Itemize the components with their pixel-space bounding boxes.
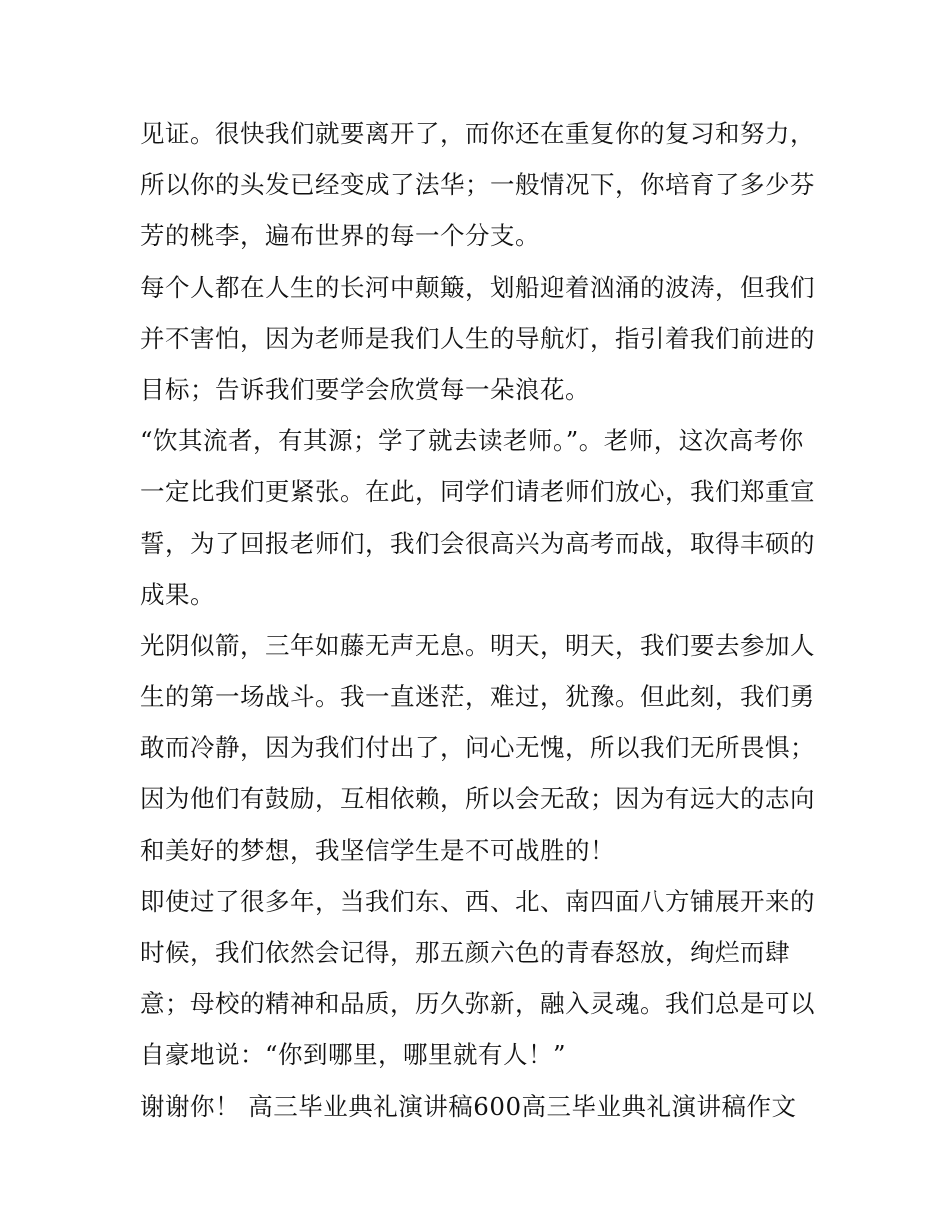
text-line: “饮其流者，有其源；学了就去读老师。”。老师，这次高考你 [140, 426, 804, 456]
text-line: 光阴似箭，三年如藤无声无息。明天，明天，我们要去参加人 [140, 630, 815, 660]
text-line: 和美好的梦想，我坚信学生是不可战胜的！ [140, 835, 615, 865]
document-body [140, 108, 820, 1132]
text-line: 成果。 [140, 579, 215, 609]
text-line: 见证。很快我们就要离开了，而你还在重复你的复习和努力， [140, 119, 815, 148]
text-line: 芳的桃李，遍布世界的每一个分支。 [140, 221, 540, 251]
text-line: 誓，为了回报老师们，我们会很高兴为高考而战，取得丰硕的 [140, 528, 815, 558]
text-line: 即使过了很多年，当我们东、西、北、南四面八方铺展开来的 [140, 886, 815, 916]
text-line: 意；母校的精神和品质，历久弥新，融入灵魂。我们总是可以 [140, 989, 815, 1019]
text-line: 自豪地说：“你到哪里，哪里就有人！” [140, 1040, 567, 1070]
text-line: 谢谢你！ 高三毕业典礼演讲稿600高三毕业典礼演讲稿作文 [140, 1091, 797, 1121]
text-line: 时候，我们依然会记得，那五颜六色的青春怒放，绚烂而肆 [140, 938, 790, 967]
text-line: 敢而冷静，因为我们付出了，问心无愧，所以我们无所畏惧； [140, 733, 815, 763]
text-line: 并不害怕，因为老师是我们人生的导航灯，指引着我们前进的 [140, 323, 815, 353]
text-line: 因为他们有鼓励，互相依赖，所以会无敌；因为有远大的志向 [140, 784, 815, 814]
text-line: 每个人都在人生的长河中颠簸，划船迎着汹涌的波涛，但我们 [140, 272, 815, 302]
text-line: 一定比我们更紧张。在此，同学们请老师们放心，我们郑重宣 [140, 477, 815, 507]
text-line: 生的第一场战斗。我一直迷茫，难过，犹豫。但此刻，我们勇 [140, 682, 815, 712]
text-line: 所以你的头发已经变成了法华；一般情况下，你培育了多少芬 [140, 170, 815, 200]
text-line: 目标；告诉我们要学会欣赏每一朵浪花。 [140, 374, 590, 404]
